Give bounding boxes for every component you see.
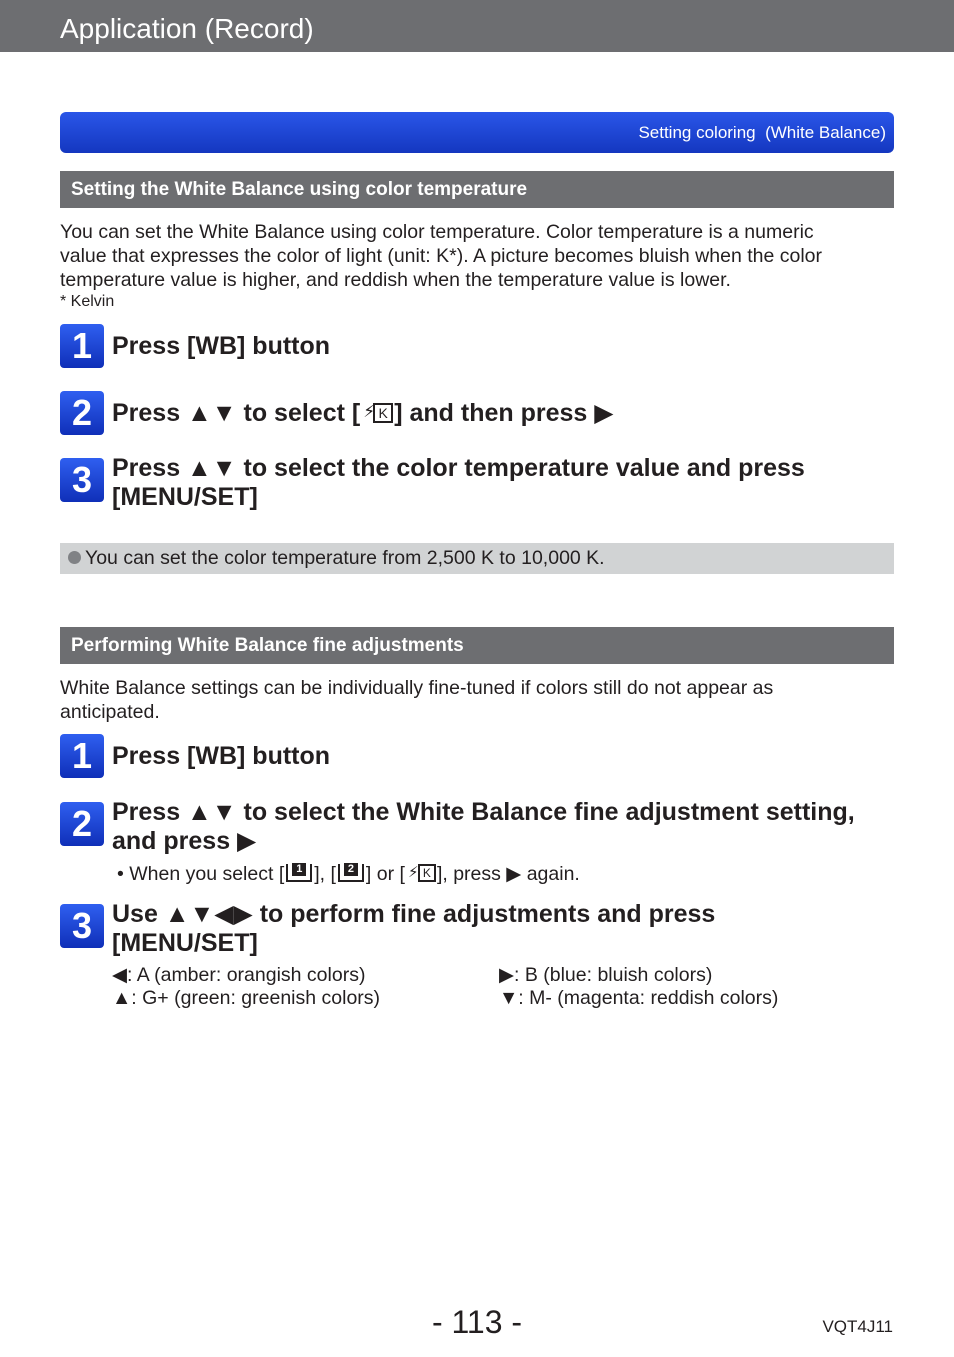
step-text-3b-line2: [MENU/SET] bbox=[112, 929, 258, 957]
step-text-2-after: ] and then press ▶ bbox=[394, 399, 614, 427]
adjust-down: ▼: M- (magenta: reddish colors) bbox=[499, 987, 779, 1009]
section2-heading: Performing White Balance fine adjustments bbox=[60, 627, 894, 664]
step-number-3: 3 bbox=[60, 458, 104, 502]
step-text-2-before: Press ▲▼ to select [ bbox=[112, 399, 361, 427]
step-text-3-line2: [MENU/SET] bbox=[112, 483, 258, 511]
document-code: VQT4J11 bbox=[822, 1317, 893, 1336]
page-number: - 113 - bbox=[431, 1304, 523, 1340]
step-text-3b-line1: Use ▲▼◀▶ to perform fine adjustments and press bbox=[112, 900, 716, 928]
intro-line: You can set the White Balance using color temperature. Color temperature is a numeric bbox=[60, 221, 814, 243]
section2-intro bbox=[60, 676, 894, 724]
adjust-right: ▶: B (blue: bluish colors) bbox=[499, 964, 713, 986]
step-text-2b-line2: and press ▶ bbox=[112, 827, 257, 855]
bullet-icon bbox=[68, 551, 81, 564]
section-tab-label: Setting coloring (White Balance) bbox=[638, 123, 886, 142]
adjust-up: ▲: G+ (green: greenish colors) bbox=[112, 987, 381, 1009]
step-number-3b: 3 bbox=[60, 904, 104, 948]
section-tab bbox=[60, 112, 894, 153]
step-text-2 bbox=[112, 399, 902, 428]
info-note bbox=[60, 543, 894, 574]
footnote-kelvin: * Kelvin bbox=[60, 293, 115, 310]
step-text-3-line1: Press ▲▼ to select the color temperature value and press bbox=[112, 454, 805, 482]
intro-line: anticipated. bbox=[60, 701, 160, 723]
preset-1-icon: 1 bbox=[284, 863, 314, 883]
step-number-1b: 1 bbox=[60, 734, 104, 778]
section1-heading: Setting the White Balance using color temperature bbox=[60, 171, 894, 208]
step-number-2: 2 bbox=[60, 391, 104, 435]
preset-note: • When you select [ 1 ], [ 2 ] or [ ⚡ K ], press ▶ again. bbox=[117, 863, 580, 885]
step-text-2b bbox=[112, 798, 902, 856]
intro-line: temperature value is higher, and reddish when the temperature value is lower. bbox=[60, 269, 731, 291]
color-temperature-icon-small: ⚡ K bbox=[406, 863, 436, 883]
intro-line: White Balance settings can be individually fine-tuned if colors still do not appear as bbox=[60, 677, 774, 699]
step-text-1: Press [WB] button bbox=[112, 332, 331, 360]
preset-2-icon: 2 bbox=[336, 863, 366, 883]
step-text-2b-line1: Press ▲▼ to select the White Balance fine adjustment setting, bbox=[112, 798, 855, 826]
header-bar bbox=[0, 0, 954, 52]
intro-line: value that expresses the color of light (unit: K*). A picture becomes bluish when the color bbox=[60, 245, 822, 267]
step-text-3 bbox=[112, 454, 902, 512]
step-number-2b: 2 bbox=[60, 802, 104, 846]
section1-intro bbox=[60, 220, 894, 292]
adjust-left: ◀: A (amber: orangish colors) bbox=[112, 964, 366, 986]
info-note-text: You can set the color temperature from 2,500 K to 10,000 K. bbox=[85, 547, 605, 569]
header-title: Application (Record) bbox=[60, 13, 314, 44]
step-text-1b: Press [WB] button bbox=[112, 742, 331, 770]
step-text-3b bbox=[112, 900, 902, 958]
step-number-1: 1 bbox=[60, 324, 104, 368]
color-temperature-icon: ⚡ K bbox=[361, 402, 393, 424]
